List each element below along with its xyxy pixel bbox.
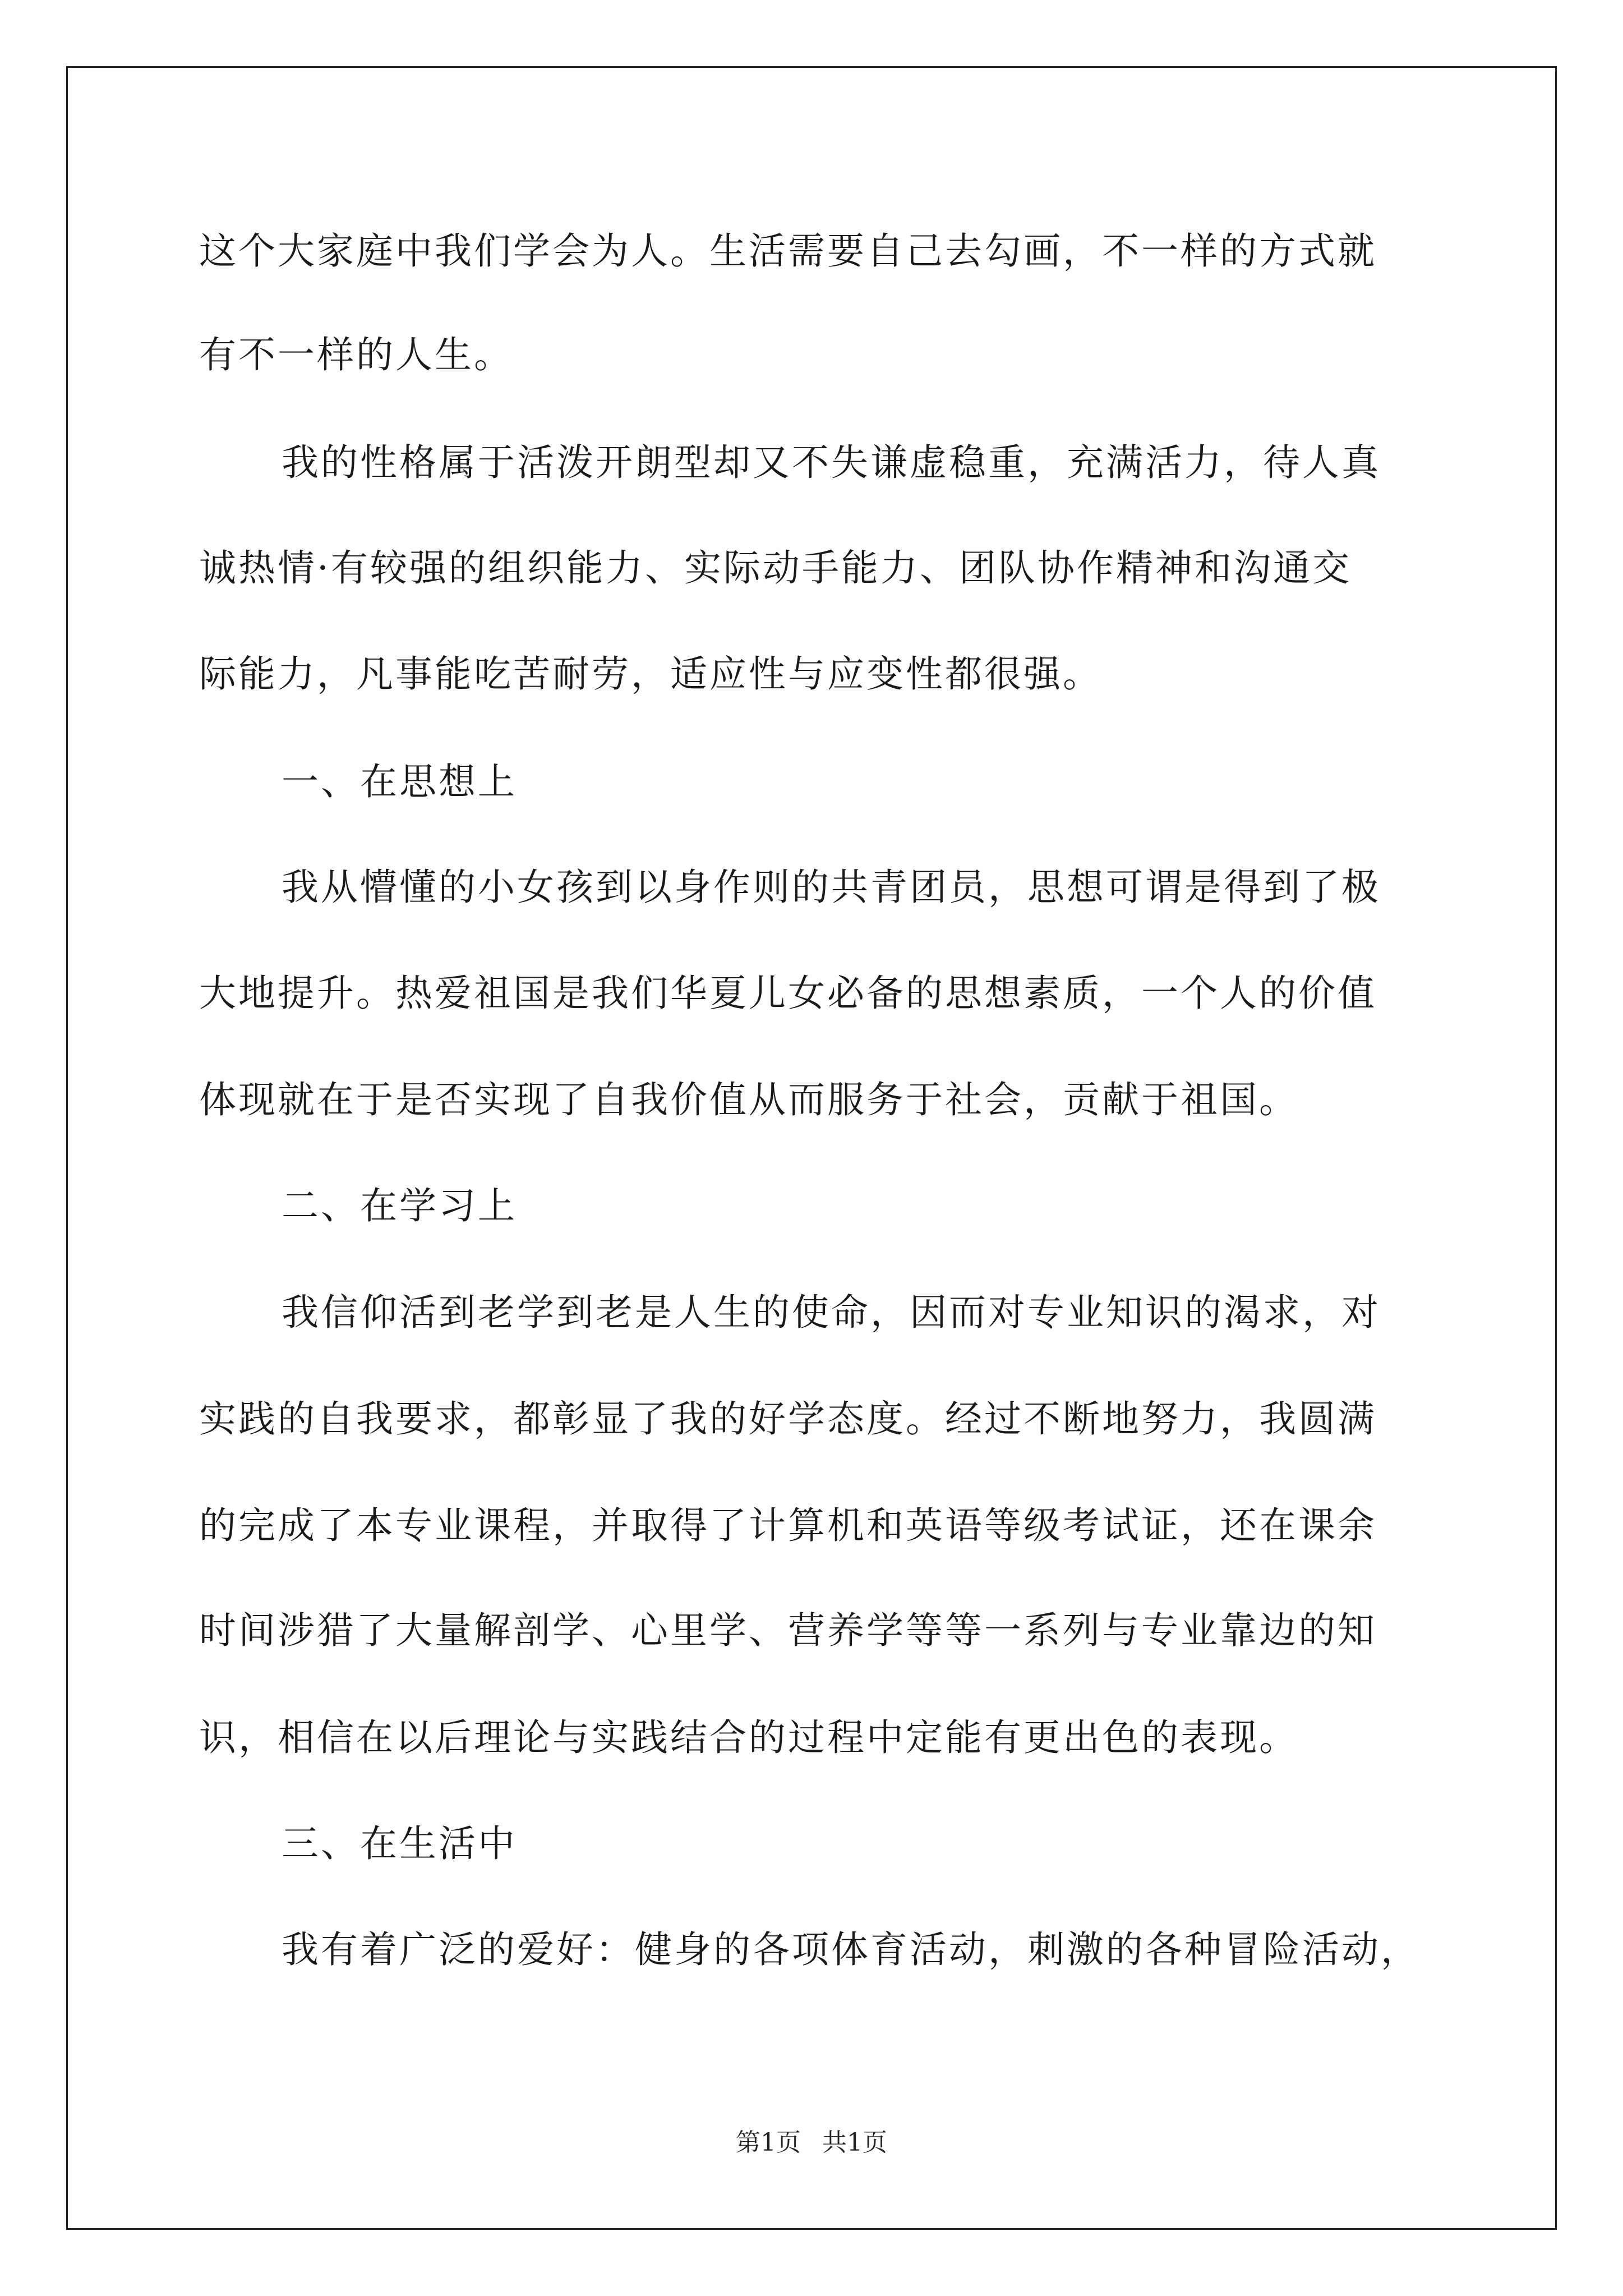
text-line: 体现就在于是否实现了自我价值从而服务于社会，贡献于祖国。 [199, 1078, 1298, 1121]
text-line: 有不一样的人生。 [199, 333, 513, 376]
text-line: 实践的自我要求，都彰显了我的好学态度。经过不断地努力，我圆满 [199, 1397, 1377, 1441]
text-line: 我信仰活到老学到老是人生的使命，因而对专业知识的渴求，对 [282, 1291, 1381, 1334]
section-heading: 二、在学习上 [282, 1184, 517, 1227]
text-line: 识，相信在以后理论与实践结合的过程中定能有更出色的表现。 [199, 1716, 1298, 1759]
text-line: 时间涉猎了大量解剖学、心里学、营养学等等一系列与专业靠边的知 [199, 1609, 1377, 1652]
text-line: 际能力，凡事能吃苦耐劳，适应性与应变性都很强。 [199, 652, 1102, 696]
page-number-current: 第1页 [736, 2128, 801, 2157]
text-line: 这个大家庭中我们学会为人。生活需要自己去勾画，不一样的方式就 [199, 229, 1377, 273]
page-border [66, 66, 1557, 2230]
section-heading: 三、在生活中 [282, 1822, 517, 1865]
section-heading: 一、在思想上 [282, 760, 517, 803]
text-line: 我的性格属于活泼开朗型却又不失谦虚稳重，充满活力，待人真 [282, 441, 1381, 484]
page-number-total: 共1页 [822, 2128, 887, 2157]
text-line: 的完成了本专业课程，并取得了计算机和英语等级考试证，还在课余 [199, 1504, 1377, 1547]
text-line: 大地提升。热爱祖国是我们华夏儿女必备的思想素质，一个人的价值 [199, 972, 1377, 1015]
text-line: 我从懵懂的小女孩到以身作则的共青团员，思想可谓是得到了极 [282, 866, 1381, 909]
page-footer [0, 2127, 1623, 2159]
text-line: 我有着广泛的爱好：健身的各项体育活动，刺激的各种冒险活动， [282, 1928, 1420, 1971]
text-line: 诚热情·有较强的组织能力、实际动手能力、团队协作精神和沟通交 [199, 546, 1352, 590]
